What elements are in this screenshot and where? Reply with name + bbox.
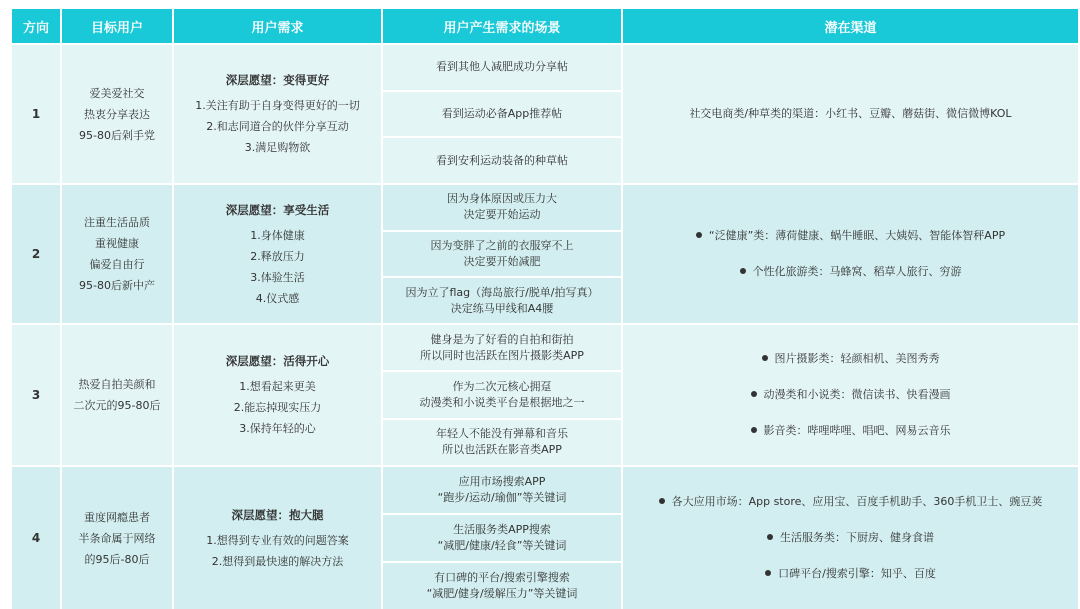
channel-item — [740, 263, 962, 281]
channel-item — [689, 105, 1011, 123]
scenario-line: 看到安利运动装备的种草帖 — [436, 153, 568, 167]
bullet-icon — [751, 427, 757, 433]
needs-item: 3.体验生活 — [250, 270, 305, 284]
scenario-line: 有口碑的平台/搜索引擎搜索 — [434, 571, 570, 584]
channel-item — [751, 422, 951, 440]
scenario-line: 应用市场搜索APP — [458, 475, 546, 488]
needs-title: 深层愿望：活得开心 — [225, 354, 330, 368]
channel-text: 图片摄影类：轻颜相机、美图秀秀 — [774, 352, 940, 365]
scenario-line: 看到其他人减肥成功分享帖 — [436, 60, 568, 74]
scenario-box — [383, 92, 621, 137]
needs-title: 深层愿望：抱大腿 — [231, 507, 324, 522]
scenario-line: 看到运动必备App推荐帖 — [441, 107, 563, 120]
bullet-icon — [762, 355, 768, 361]
user-needs-cell — [174, 45, 381, 183]
direction-cell: 1 — [12, 45, 60, 183]
channel-text: “泛健康”类：薄荷健康、蜗牛睡眠、大姨妈、智能体智秤APP — [708, 229, 1006, 242]
bullet-icon — [696, 232, 702, 238]
header-channels: 潜在渠道 — [623, 9, 1078, 43]
channels-cell — [623, 185, 1078, 323]
channels-cell — [623, 45, 1078, 183]
channel-item — [751, 386, 951, 404]
needs-item: 3.满足购物欲 — [244, 141, 311, 154]
scenario-box — [383, 420, 621, 465]
scenarios-cell — [383, 325, 621, 465]
needs-item: 2.想得到最快速的解决方法 — [211, 554, 344, 568]
needs-title: 深层愿望：享受生活 — [225, 202, 330, 217]
target-user-line: 热衷分享表达 — [84, 107, 150, 121]
needs-item: 2.和志同道合的伙伴分享互动 — [206, 120, 349, 133]
header-scenarios: 用户产生需求的场景 — [383, 9, 621, 43]
target-user-line: 95-80后新中产 — [79, 279, 155, 292]
scenario-line: 动漫类和小说类平台是根据地之一 — [419, 395, 585, 409]
bullet-icon — [751, 391, 757, 397]
direction-cell: 2 — [12, 185, 60, 323]
scenario-line: 因为立了flag（海岛旅行/脱单/拍写真） — [405, 285, 599, 299]
needs-item: 1.想得到专业有效的问题答案 — [206, 533, 349, 547]
channel-item — [696, 227, 1005, 245]
scenario-line: 年轻人不能没有弹幕和音乐 — [436, 427, 568, 441]
direction-cell: 4 — [12, 467, 60, 609]
channel-item — [762, 350, 940, 368]
needs-item: 1.想看起来更美 — [239, 380, 316, 393]
channels-cell — [623, 467, 1078, 609]
bullet-icon — [767, 534, 773, 540]
scenario-line: 所以同时也活跃在图片摄影类APP — [420, 348, 584, 362]
needs-item: 4.仪式感 — [255, 291, 300, 305]
user-needs-cell — [174, 325, 381, 465]
scenario-line: 决定要开始减肥 — [463, 255, 541, 268]
scenario-line: 因为变胖了之前的衣服穿不上 — [430, 239, 574, 252]
needs-item: 3.保持年轻的心 — [239, 422, 316, 435]
channel-text: 个性化旅游类：马蜂窝、稻草人旅行、穷游 — [752, 265, 962, 278]
target-user-line: 爱美爱社交 — [89, 86, 145, 100]
target-user-line: 的95后-80后 — [84, 552, 150, 566]
target-user-line: 偏爱自由行 — [89, 258, 145, 271]
target-user-line: 注重生活品质 — [84, 216, 150, 229]
bullet-icon — [659, 498, 665, 504]
target-user-line: 重度网瘾患者 — [84, 510, 150, 524]
scenario-box — [383, 467, 621, 513]
channel-item — [765, 565, 936, 583]
target-user-line: 热爱自拍美颜和 — [78, 378, 156, 391]
scenario-line: 生活服务类APP搜索 — [453, 523, 551, 536]
needs-item: 1.身体健康 — [250, 228, 305, 242]
target-users-cell — [62, 325, 172, 465]
scenario-line: “跑步/运动/瑜伽”等关键词 — [437, 491, 567, 504]
channel-text: 生活服务类：下厨房、健身食谱 — [780, 531, 934, 544]
target-user-line: 二次元的95-80后 — [73, 399, 161, 412]
needs-item: 2.能忘掉现实压力 — [233, 401, 322, 414]
bullet-icon — [740, 268, 746, 274]
channels-cell — [623, 325, 1078, 465]
channel-text: 口碑平台/搜索引擎：知乎、百度 — [778, 567, 936, 580]
scenario-line: “减肥/健身/缓解压力”等关键词 — [426, 587, 578, 600]
scenario-box — [383, 515, 621, 561]
bullet-icon — [765, 570, 771, 576]
scenarios-cell — [383, 467, 621, 609]
scenario-box — [383, 185, 621, 230]
target-user-line: 半条命属于网络 — [78, 531, 156, 545]
channel-item — [659, 493, 1043, 511]
user-needs-cell — [174, 185, 381, 323]
scenario-line: “减肥/健康/轻食”等关键词 — [437, 539, 567, 552]
scenario-line: 决定要开始运动 — [463, 208, 541, 222]
header-user-needs: 用户需求 — [174, 9, 381, 43]
target-users-cell — [62, 185, 172, 323]
target-users-cell — [62, 45, 172, 183]
channel-text: 社交电商类/种草类的渠道：小红书、豆瓣、蘑菇街、微信微博KOL — [689, 107, 1012, 120]
scenarios-cell — [383, 185, 621, 323]
scenario-box — [383, 232, 621, 277]
scenario-box — [383, 325, 621, 370]
scenario-line: 决定练马甲线和A4腰 — [450, 301, 554, 315]
channel-text: 动漫类和小说类：微信读书、快看漫画 — [763, 388, 951, 401]
channel-text: 影音类：哔哩哔哩、唱吧、网易云音乐 — [763, 424, 951, 437]
scenario-line: 所以也活跃在影音类APP — [442, 443, 562, 457]
scenario-line: 因为身体原因或压力大 — [447, 192, 557, 206]
user-needs-cell — [174, 467, 381, 609]
target-users-cell — [62, 467, 172, 609]
scenario-box — [383, 563, 621, 609]
needs-item: 1.关注有助于自身变得更好的一切 — [195, 99, 360, 112]
scenario-line: 作为二次元核心拥趸 — [452, 379, 552, 393]
target-user-line: 重视健康 — [95, 237, 139, 250]
channel-text: 各大应用市场：App store、应用宝、百度手机助手、360手机卫士、豌豆荚 — [671, 495, 1043, 508]
user-analysis-table — [12, 9, 1070, 601]
channel-item — [767, 529, 934, 547]
target-user-line: 95-80后剁手党 — [79, 128, 155, 142]
needs-item: 2.释放压力 — [250, 249, 305, 263]
scenario-line: 健身是为了好看的自拍和街拍 — [430, 332, 574, 346]
direction-cell: 3 — [12, 325, 60, 465]
header-target-users: 目标用户 — [62, 9, 172, 43]
scenario-box — [383, 278, 621, 323]
scenario-box — [383, 372, 621, 417]
scenario-box — [383, 45, 621, 90]
needs-title: 深层愿望：变得更好 — [225, 73, 330, 87]
scenario-box — [383, 138, 621, 183]
header-direction: 方向 — [12, 9, 60, 43]
scenarios-cell — [383, 45, 621, 183]
